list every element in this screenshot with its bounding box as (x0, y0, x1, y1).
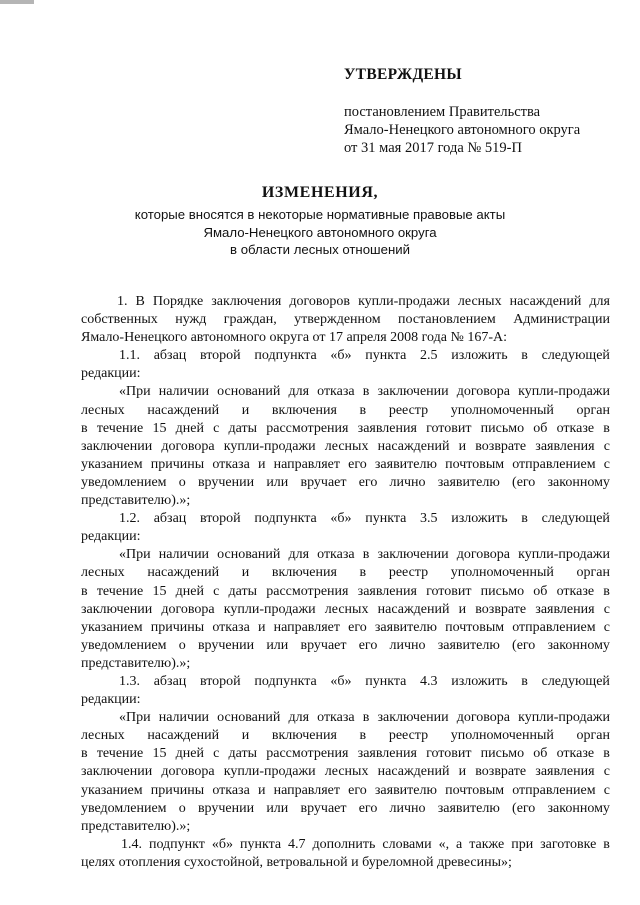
approval-heading: УТВЕРЖДЕНЫ (344, 66, 462, 83)
word: уведомлением (81, 637, 167, 653)
word: в (359, 728, 367, 744)
word: возврате (475, 601, 527, 617)
word: купли-продажи (223, 438, 316, 454)
word: или (266, 637, 289, 653)
word: дней (175, 746, 204, 762)
body-line (81, 782, 610, 800)
word: второй (199, 348, 241, 364)
word: заявителю (374, 782, 437, 798)
body-line (81, 474, 610, 492)
word: вручает (300, 474, 347, 490)
word: заявителю (374, 456, 437, 472)
word: заключении (81, 438, 153, 454)
word: 4.3 (420, 673, 438, 689)
word: Администрации (513, 312, 610, 328)
word: постановлением (398, 312, 496, 328)
word: законному (547, 800, 610, 816)
word: заявления (535, 764, 595, 780)
word: и (241, 402, 250, 418)
word: «б» (330, 511, 352, 527)
body-line (81, 402, 610, 420)
word: с (603, 456, 610, 472)
word: заключении (377, 547, 449, 563)
word: направляет (273, 619, 340, 635)
word: насаждений (377, 764, 450, 780)
word: с (603, 782, 610, 798)
word: насаждений (147, 565, 220, 581)
word: «При (119, 710, 151, 726)
word: абзац (153, 511, 187, 527)
word: отказа (317, 547, 355, 563)
word: с (213, 583, 220, 599)
word: с (213, 420, 220, 436)
word: орган (576, 565, 610, 581)
word: отказа (317, 710, 355, 726)
word: отказа (212, 456, 250, 472)
word: 3.5 (420, 511, 438, 527)
word: 1.2. (119, 511, 140, 527)
word: «При (119, 384, 151, 400)
word: дней (175, 583, 204, 599)
word: в (603, 836, 610, 852)
word: изложить (451, 511, 508, 527)
word: причины (150, 619, 205, 635)
word: дней (175, 420, 204, 436)
word: отправлением (512, 456, 596, 472)
word: пункта (365, 673, 407, 689)
word: и (257, 782, 266, 798)
word: орган (576, 402, 610, 418)
word: подпункта (254, 348, 317, 364)
word: заключения (211, 294, 282, 309)
word: вручении (197, 800, 255, 816)
word: лесных (324, 438, 369, 454)
word: готовит (426, 583, 472, 599)
word: договора (161, 764, 215, 780)
word: лично (389, 474, 426, 490)
word: насаждений (509, 294, 582, 309)
word: для (589, 294, 610, 309)
word: даты (228, 420, 258, 436)
word: его (358, 800, 378, 816)
word: В (135, 294, 145, 309)
approval-line: постановлением Правительства (344, 104, 541, 120)
word: заключении (81, 601, 153, 617)
word: заявителю (374, 619, 437, 635)
document-subtitle (0, 206, 640, 259)
word: вручает (300, 800, 347, 816)
word: с (603, 619, 610, 635)
body-line (81, 745, 610, 763)
body-line (81, 293, 610, 311)
word: второй (199, 673, 241, 689)
word: (его (512, 637, 536, 653)
word: его (348, 782, 367, 798)
word: для (288, 384, 310, 400)
word: «б» (330, 673, 352, 689)
word: Порядке (152, 294, 204, 309)
word: вручении (197, 474, 255, 490)
word: заготовке (540, 836, 597, 852)
word: рассмотрения (266, 420, 349, 436)
body-line (81, 311, 610, 329)
word: о (178, 474, 186, 490)
word: указанием (81, 619, 143, 635)
word: орган (576, 728, 610, 744)
body-line (81, 763, 610, 781)
word: следующей (541, 348, 610, 364)
word: насаждений (377, 601, 450, 617)
word: реестр (388, 728, 429, 744)
word: даты (228, 746, 258, 762)
word: пункта (365, 348, 407, 364)
body-line (81, 673, 610, 691)
word: готовит (426, 746, 472, 762)
word: в (521, 348, 528, 364)
word: пункта (239, 836, 282, 852)
scan-edge-mark (0, 0, 34, 4)
word: «б» (330, 348, 352, 364)
word: даты (228, 583, 258, 599)
body-line (81, 583, 610, 601)
word: договора (456, 710, 511, 726)
word: 4.7 (288, 836, 306, 852)
word: заявления (357, 746, 417, 762)
body-line: редакции: (81, 692, 141, 708)
word: «б» (211, 836, 233, 852)
word: подпункта (254, 673, 317, 689)
word: 1.4. (121, 836, 142, 852)
word: следующей (541, 511, 610, 527)
word: и (257, 456, 266, 472)
word: договора (161, 601, 215, 617)
body-line: редакции: (81, 529, 141, 545)
word: письмо (480, 746, 525, 762)
word: отказа (212, 782, 250, 798)
word: также (469, 836, 505, 852)
word: и (458, 438, 467, 454)
word: в (521, 673, 528, 689)
word: лесных (81, 565, 125, 581)
word: течение (96, 746, 144, 762)
word: дополнить (312, 836, 376, 852)
word: изложить (451, 348, 508, 364)
word: собственных (81, 312, 158, 328)
document-title: ИЗМЕНЕНИЯ, (261, 184, 379, 201)
word: изложить (451, 673, 508, 689)
word: заявителю (437, 637, 500, 653)
word: насаждений (147, 402, 220, 418)
word: почтовым (445, 619, 505, 635)
word: рассмотрения (266, 583, 349, 599)
word: «При (119, 547, 151, 563)
word: 15 (152, 746, 167, 762)
word: лесных (81, 728, 125, 744)
word: оснований (217, 710, 281, 726)
word: пункта (365, 511, 407, 527)
word: заключении (81, 764, 153, 780)
word: течение (96, 583, 144, 599)
word: уведомлением (81, 474, 167, 490)
word: уполномоченный (450, 402, 554, 418)
word: его (358, 474, 378, 490)
word: отказа (212, 619, 250, 635)
word: отказе (556, 420, 595, 436)
body-line (81, 546, 610, 564)
word: оснований (217, 547, 281, 563)
body-line (81, 836, 610, 854)
word: лесных (457, 294, 502, 309)
word: абзац (153, 673, 187, 689)
word: 2.5 (420, 348, 438, 364)
word: возврате (475, 764, 527, 780)
body-line: представителю).»; (81, 818, 191, 834)
word: договора (456, 547, 511, 563)
word: утвержденном (294, 312, 381, 328)
word: причины (150, 782, 205, 798)
word: в (362, 384, 370, 400)
word: наличии (158, 547, 210, 563)
word: купли-продажи (358, 294, 450, 309)
body-line (81, 383, 610, 401)
word: или (266, 800, 289, 816)
word: лесных (324, 764, 369, 780)
body-line (81, 727, 610, 745)
word: в (359, 565, 367, 581)
word: лесных (81, 402, 125, 418)
word: заявителю (437, 800, 500, 816)
body-line (81, 564, 610, 582)
word: с (213, 746, 220, 762)
word: почтовым (445, 456, 505, 472)
word: включения (271, 565, 337, 581)
body-line (81, 438, 610, 456)
word: купли-продажи (223, 601, 316, 617)
word: возврате (475, 438, 527, 454)
word: заявления (357, 420, 417, 436)
word: 15 (152, 420, 167, 436)
body-line (81, 619, 610, 637)
approval-line: от 31 мая 2017 года № 519-П (344, 140, 522, 156)
word: лесных (324, 601, 369, 617)
word: в (359, 402, 367, 418)
word: абзац (153, 348, 187, 364)
word: лично (389, 800, 426, 816)
word: и (241, 728, 250, 744)
word: уведомлением (81, 800, 167, 816)
word: купли-продажи (518, 710, 610, 726)
body-line: представителю).»; (81, 655, 191, 671)
word: отказе (556, 746, 595, 762)
word: «, (438, 836, 450, 852)
word: договора (161, 438, 215, 454)
word: включения (271, 402, 337, 418)
word: заявления (535, 438, 595, 454)
word: уполномоченный (450, 728, 554, 744)
word: 1.1. (119, 348, 140, 364)
word: реестр (388, 565, 429, 581)
word: 1. (117, 294, 128, 309)
word: готовит (426, 420, 472, 436)
word: включения (271, 728, 337, 744)
word: его (348, 619, 367, 635)
word: словами (382, 836, 432, 852)
word: о (178, 637, 186, 653)
word: его (348, 456, 367, 472)
word: наличии (158, 384, 210, 400)
word: заявителю (437, 474, 500, 490)
word: с (603, 438, 610, 454)
word: указанием (81, 456, 143, 472)
word: а (456, 836, 463, 852)
document-body (81, 293, 610, 872)
word: договора (456, 384, 511, 400)
word: подпункт (148, 836, 205, 852)
word: или (266, 474, 289, 490)
word: при (511, 836, 534, 852)
word: с (603, 601, 610, 617)
word: в (603, 746, 610, 762)
body-line: представителю).»; (81, 493, 191, 509)
subtitle-line: Ямало-Ненецкого автономного округа (203, 224, 437, 240)
word: купли-продажи (518, 384, 610, 400)
word: письмо (480, 420, 525, 436)
word: в (603, 583, 610, 599)
word: об (533, 583, 548, 599)
word: законному (547, 637, 610, 653)
body-line (81, 510, 610, 528)
word: причины (150, 456, 205, 472)
word: в (81, 583, 88, 599)
body-line (81, 800, 610, 818)
word: отказе (556, 583, 595, 599)
word: почтовым (445, 782, 505, 798)
word: граждан, (223, 312, 277, 328)
approval-block (344, 103, 580, 157)
word: для (288, 710, 310, 726)
word: реестр (388, 402, 429, 418)
body-line (81, 601, 610, 619)
word: в (81, 746, 88, 762)
body-line (81, 347, 610, 365)
word: заявления (357, 583, 417, 599)
word: лично (389, 637, 426, 653)
word: направляет (273, 782, 340, 798)
word: и (257, 619, 266, 635)
word: рассмотрения (266, 746, 349, 762)
word: вручает (300, 637, 347, 653)
word: об (533, 420, 548, 436)
word: и (458, 764, 467, 780)
word: и (241, 565, 250, 581)
word: заключении (377, 710, 449, 726)
word: следующей (541, 673, 610, 689)
body-line: Ямало-Ненецкого автономного округа от 17 апреля 2008 года № 167-А: (81, 330, 507, 346)
word: вручении (197, 637, 255, 653)
word: 15 (152, 583, 167, 599)
word: заключении (377, 384, 449, 400)
word: в (362, 710, 370, 726)
word: для (288, 547, 310, 563)
word: заявления (535, 601, 595, 617)
subtitle-line: которые вносятся в некоторые нормативные правовые акты (134, 207, 506, 222)
word: уполномоченный (450, 565, 554, 581)
word: указанием (81, 782, 143, 798)
word: нужд (175, 312, 207, 328)
word: о (178, 800, 186, 816)
body-line (81, 709, 610, 727)
word: (его (512, 474, 536, 490)
word: направляет (273, 456, 340, 472)
approval-line: Ямало-Ненецкого автономного округа (344, 122, 581, 138)
word: течение (96, 420, 144, 436)
word: подпункта (254, 511, 317, 527)
word: в (603, 420, 610, 436)
word: купли-продажи (518, 547, 610, 563)
word: оснований (217, 384, 281, 400)
body-line: целях отопления сухостойной, ветровальной и буреломной древесины»; (81, 854, 512, 870)
word: (его (512, 800, 536, 816)
word: отказа (317, 384, 355, 400)
word: законному (547, 474, 610, 490)
word: письмо (480, 583, 525, 599)
word: с (603, 764, 610, 780)
word: договоров (289, 294, 351, 309)
body-line (81, 637, 610, 655)
word: наличии (158, 710, 210, 726)
word: насаждений (147, 728, 220, 744)
word: и (458, 601, 467, 617)
word: отправлением (512, 619, 596, 635)
word: в (81, 420, 88, 436)
body-line: редакции: (81, 366, 141, 382)
word: насаждений (377, 438, 450, 454)
body-line (81, 420, 610, 438)
word: второй (199, 511, 241, 527)
word: 1.3. (119, 673, 140, 689)
word: его (358, 637, 378, 653)
subtitle-line: в области лесных отношений (230, 242, 410, 257)
word: отправлением (512, 782, 596, 798)
word: в (362, 547, 370, 563)
body-line (81, 456, 610, 474)
word: в (521, 511, 528, 527)
word: об (533, 746, 548, 762)
word: купли-продажи (223, 764, 316, 780)
